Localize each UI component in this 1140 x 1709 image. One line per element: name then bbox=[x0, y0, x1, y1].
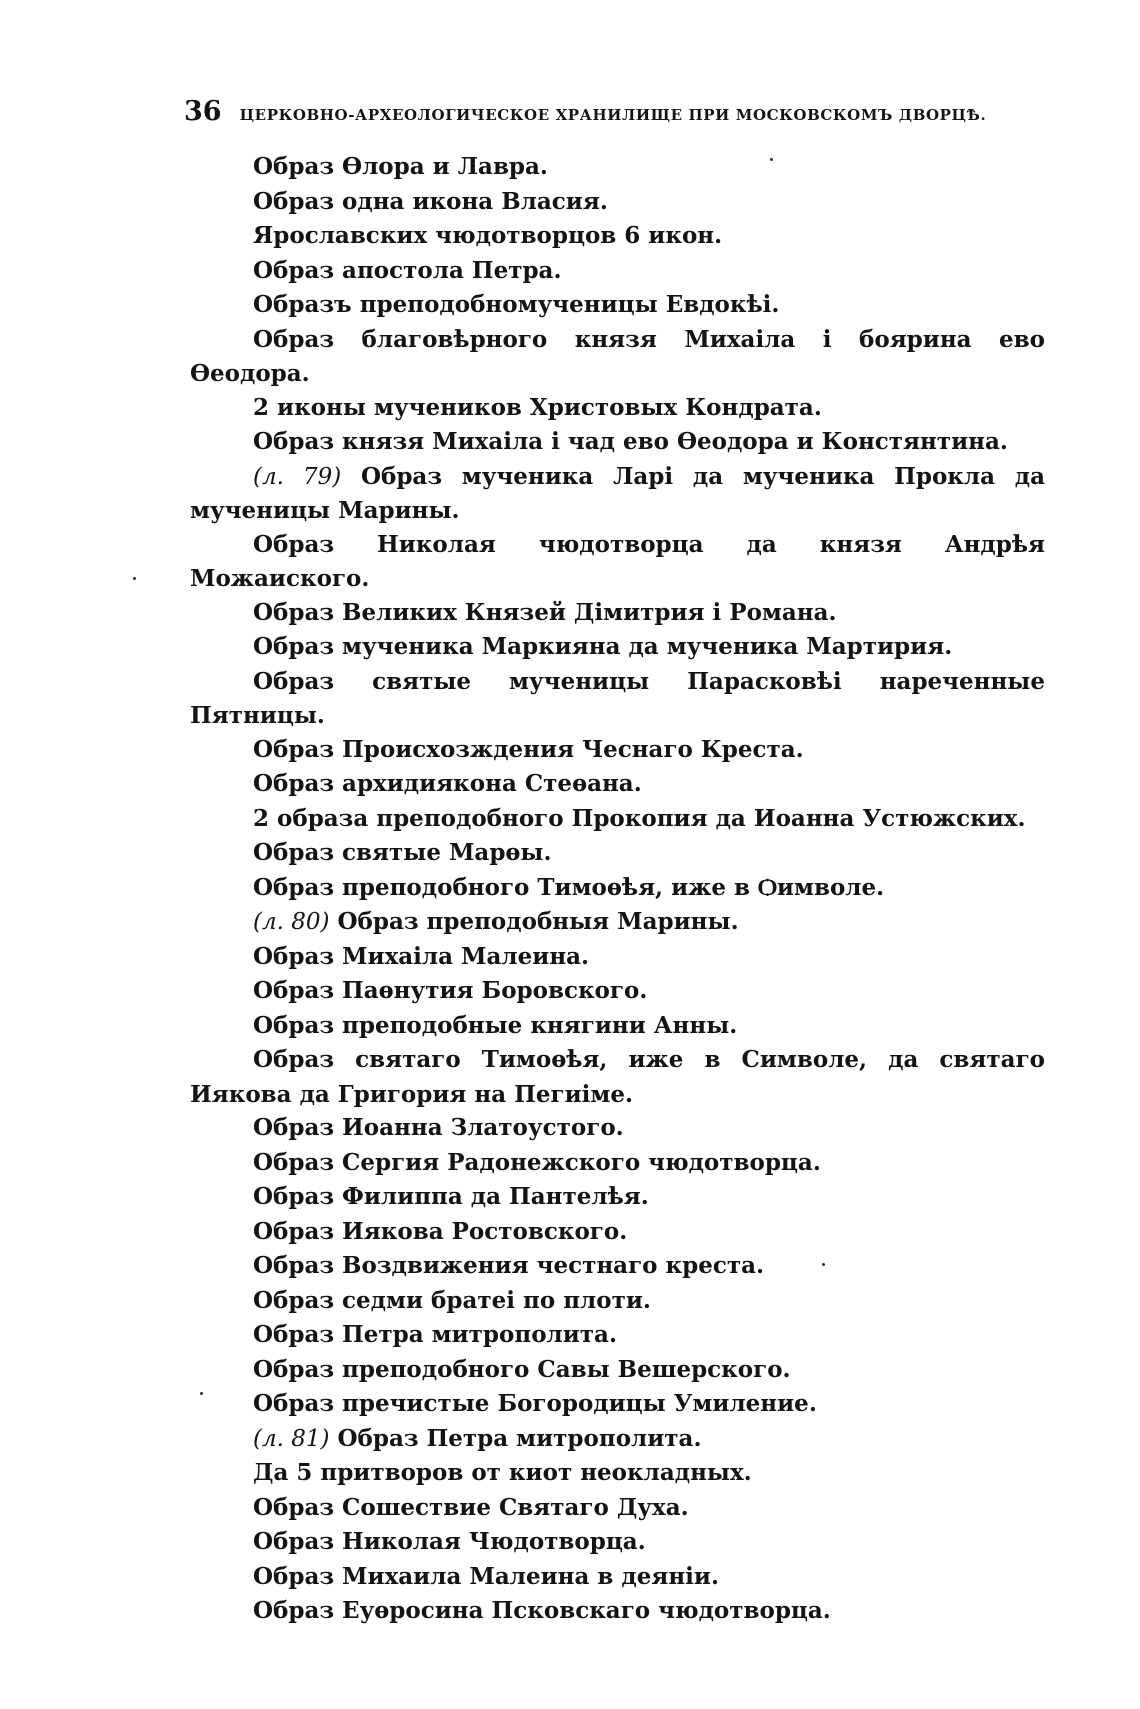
inventory-entry bbox=[190, 288, 1045, 323]
inventory-entry bbox=[190, 1491, 1045, 1526]
folio-reference: (л. 81) bbox=[253, 1425, 330, 1452]
entry-text: Образ Петра митрополита. bbox=[337, 1424, 702, 1452]
entry-text: Образ Николая Чюдотворца. bbox=[253, 1528, 646, 1555]
inventory-entry bbox=[190, 323, 1045, 391]
inventory-entry bbox=[190, 974, 1045, 1009]
inventory-entry bbox=[190, 1387, 1045, 1422]
inventory-entry bbox=[190, 391, 1045, 426]
entry-text: Образ мученика Маркияна да мученика Мартирия. bbox=[253, 633, 953, 660]
running-head bbox=[184, 96, 1044, 136]
inventory-entry bbox=[190, 254, 1045, 289]
entry-text: Образ святые мученицы Парасковѣі нареченные Пятницы. bbox=[190, 667, 1045, 729]
entry-text: Образ Петра митрополита. bbox=[253, 1321, 617, 1348]
inventory-entry bbox=[190, 1318, 1045, 1353]
folio-reference: (л. 79) bbox=[253, 463, 342, 490]
entry-text: Образ Еуѳросина Псковскаго чюдотворца. bbox=[253, 1597, 831, 1624]
entry-text: Образ Ѳлора и Лавра. bbox=[253, 153, 548, 180]
inventory-entry bbox=[190, 1284, 1045, 1319]
inventory-entry bbox=[190, 596, 1045, 631]
inventory-entry bbox=[190, 905, 1045, 940]
entry-text: Образ благовѣрного князя Михаіла і боярина ево Ѳеодора. bbox=[190, 325, 1045, 387]
entry-text: Образ Происхозждения Чеснаго Креста. bbox=[253, 735, 804, 763]
entry-text: Образ преподобныя Марины. bbox=[337, 908, 739, 935]
inventory-entry bbox=[190, 1560, 1045, 1595]
entry-text: Образ Паѳнутия Боровского. bbox=[253, 977, 648, 1004]
inventory-entry bbox=[190, 1180, 1045, 1215]
inventory-entry bbox=[190, 150, 1045, 185]
entry-text: Образ апостола Петра. bbox=[253, 256, 562, 284]
entry-text: Образ Иякова Ростовского. bbox=[253, 1217, 628, 1245]
entry-text: Образ седми братеі по плоти. bbox=[253, 1286, 651, 1314]
inventory-entry bbox=[190, 1043, 1045, 1111]
entry-text: Образ преподобного Савы Вешерского. bbox=[253, 1355, 791, 1383]
inventory-entry bbox=[190, 665, 1045, 733]
inventory-entry bbox=[190, 185, 1045, 220]
inventory-entry bbox=[190, 1215, 1045, 1250]
entry-text: Да 5 притворов от киот неокладных. bbox=[253, 1459, 752, 1486]
print-speck bbox=[822, 1263, 825, 1266]
entry-text: 2 образа преподобного Прокопия да Иоанна Устюжских. bbox=[253, 804, 1026, 832]
entry-text: Образ пречистые Богородицы Умиление. bbox=[253, 1390, 817, 1417]
inventory-entry bbox=[190, 1594, 1045, 1629]
entry-text: Образ мученика Ларі да мученика Прокла да мученицы Марины. bbox=[190, 462, 1045, 524]
inventory-entry bbox=[190, 871, 1045, 906]
print-speck bbox=[133, 577, 136, 580]
entry-text: Образ Михаіла Малеина. bbox=[253, 942, 590, 970]
entry-text: Образ святые Марѳы. bbox=[253, 839, 552, 866]
entry-text: Образ Николая чюдотворца да князя Андрѣя Можаиского. bbox=[190, 530, 1045, 592]
inventory-entry bbox=[190, 425, 1045, 460]
entry-text: Образ Сошествие Святаго Духа. bbox=[253, 1493, 689, 1521]
inventory-entry bbox=[190, 528, 1045, 596]
folio-reference: (л. 80) bbox=[253, 909, 330, 935]
inventory-entry bbox=[190, 1353, 1045, 1388]
inventory-entry bbox=[190, 219, 1045, 254]
entry-text: Образ одна икона Власия. bbox=[253, 187, 608, 215]
entry-text: Образъ преподобномученицы Евдокѣі. bbox=[253, 291, 780, 318]
entry-text: Образ Иоанна Златоустого. bbox=[253, 1114, 624, 1141]
inventory-entry bbox=[190, 460, 1045, 528]
inventory-entry bbox=[190, 1456, 1045, 1491]
inventory-entry bbox=[190, 802, 1045, 837]
entry-text: Образ Михаила Малеина в деяніи. bbox=[253, 1562, 719, 1590]
inventory-entry bbox=[190, 940, 1045, 975]
entry-text: Ярославских чюдотворцов 6 икон. bbox=[253, 222, 723, 249]
inventory-list bbox=[190, 150, 1045, 1629]
inventory-entry bbox=[190, 630, 1045, 665]
entry-text: Образ святаго Тимоѳѣя, иже в Символе, да святаго Иякова да Григория на Пегиіме. bbox=[190, 1046, 1045, 1108]
page-number: 36 bbox=[184, 96, 222, 127]
entry-text: Образ Филиппа да Пантелѣя. bbox=[253, 1183, 649, 1210]
entry-text: Образ князя Михаіла і чад ево Ѳеодора и Констянтина. bbox=[253, 428, 1008, 455]
inventory-entry bbox=[190, 1249, 1045, 1284]
inventory-entry bbox=[190, 836, 1045, 871]
entry-text: Образ архидиякона Стеѳана. bbox=[253, 770, 642, 797]
inventory-entry bbox=[190, 733, 1045, 768]
entry-text: Образ Воздвижения честнаго креста. bbox=[253, 1252, 765, 1279]
entry-text: Образ преподобного Тимоѳѣя, иже в Ѻимволе. bbox=[253, 873, 885, 901]
entry-text: Образ преподобные княгини Анны. bbox=[253, 1011, 738, 1039]
inventory-entry bbox=[190, 1111, 1045, 1146]
entry-text: 2 иконы мучеников Христовых Кондрата. bbox=[253, 393, 822, 421]
inventory-entry bbox=[190, 1146, 1045, 1181]
inventory-entry bbox=[190, 1422, 1045, 1457]
print-speck bbox=[200, 1392, 203, 1395]
inventory-entry bbox=[190, 1525, 1045, 1560]
entry-text: Образ Сергия Радонежского чюдотворца. bbox=[253, 1148, 821, 1176]
inventory-entry bbox=[190, 767, 1045, 802]
print-speck bbox=[770, 158, 773, 161]
entry-text: Образ Великих Князей Дімитрия і Романа. bbox=[253, 598, 837, 626]
inventory-entry bbox=[190, 1009, 1045, 1044]
running-title: ЦЕРКОВНО-АРХЕОЛОГИЧЕСКОЕ ХРАНИЛИЩЕ ПРИ МОСКОВСКОМЪ ДВОРЦѢ. bbox=[239, 106, 987, 124]
